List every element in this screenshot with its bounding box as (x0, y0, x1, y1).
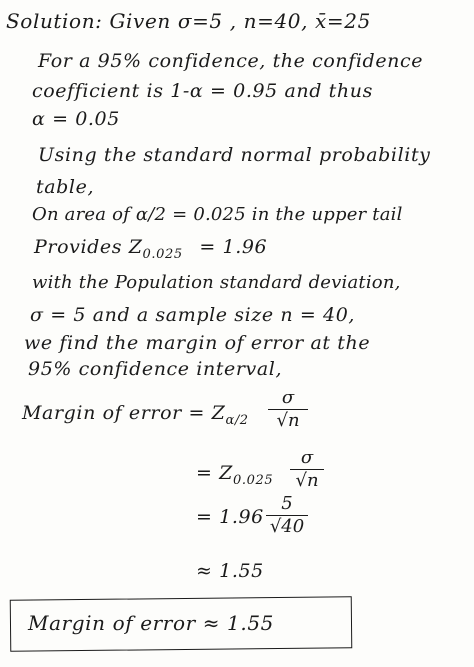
margin-step-4: ≈ 1.55 (196, 560, 264, 582)
fraction-sigma-over-root-n (268, 388, 308, 431)
fraction-5-over-root-40 (266, 494, 308, 537)
text-line-8: σ = 5 and a sample size n = 40, (30, 304, 356, 326)
alpha-subscript: α/2 (225, 413, 249, 428)
margin-formula-lhs (22, 402, 249, 432)
margin-step-3: = 1.96 (196, 506, 264, 528)
fraction-denominator: √40 (269, 516, 305, 537)
z-critical-line (34, 236, 267, 266)
text-line-2: coefficient is 1-α = 0.95 and thus (32, 80, 373, 102)
z-subscript: 0.025 (142, 247, 183, 262)
fraction-denominator: √n (295, 470, 319, 491)
text-line-10: 95% confidence interval, (28, 358, 283, 380)
text-line-4: Using the standard normal probability (38, 144, 431, 166)
fraction-sigma-over-root-n-2 (290, 448, 324, 491)
z-label: Provides Z (34, 236, 143, 258)
fraction-numerator: σ (300, 447, 314, 468)
step-2-subscript: 0.025 (232, 473, 274, 488)
solution-header: Solution: Given σ=5 , n=40, x̄=25 (6, 9, 371, 33)
text-line-9: we find the margin of error at the (24, 332, 371, 354)
step-2-lhs: = Z (196, 462, 233, 484)
final-answer: Margin of error ≈ 1.55 (28, 611, 274, 635)
text-line-3: α = 0.05 (32, 108, 120, 130)
fraction-numerator: σ (281, 387, 295, 408)
fraction-numerator: 5 (281, 493, 293, 514)
z-value: = 1.96 (199, 236, 268, 258)
margin-step-2 (196, 462, 273, 492)
text-line-6: On area of α/2 = 0.025 in the upper tail (32, 204, 403, 225)
fraction-denominator: √n (276, 410, 300, 431)
text-line-1: For a 95% confidence, the confidence (38, 50, 424, 72)
text-line-7: with the Population standard deviation, (32, 272, 401, 293)
margin-label: Margin of error = Z (22, 402, 226, 424)
text-line-5: table, (36, 176, 95, 198)
